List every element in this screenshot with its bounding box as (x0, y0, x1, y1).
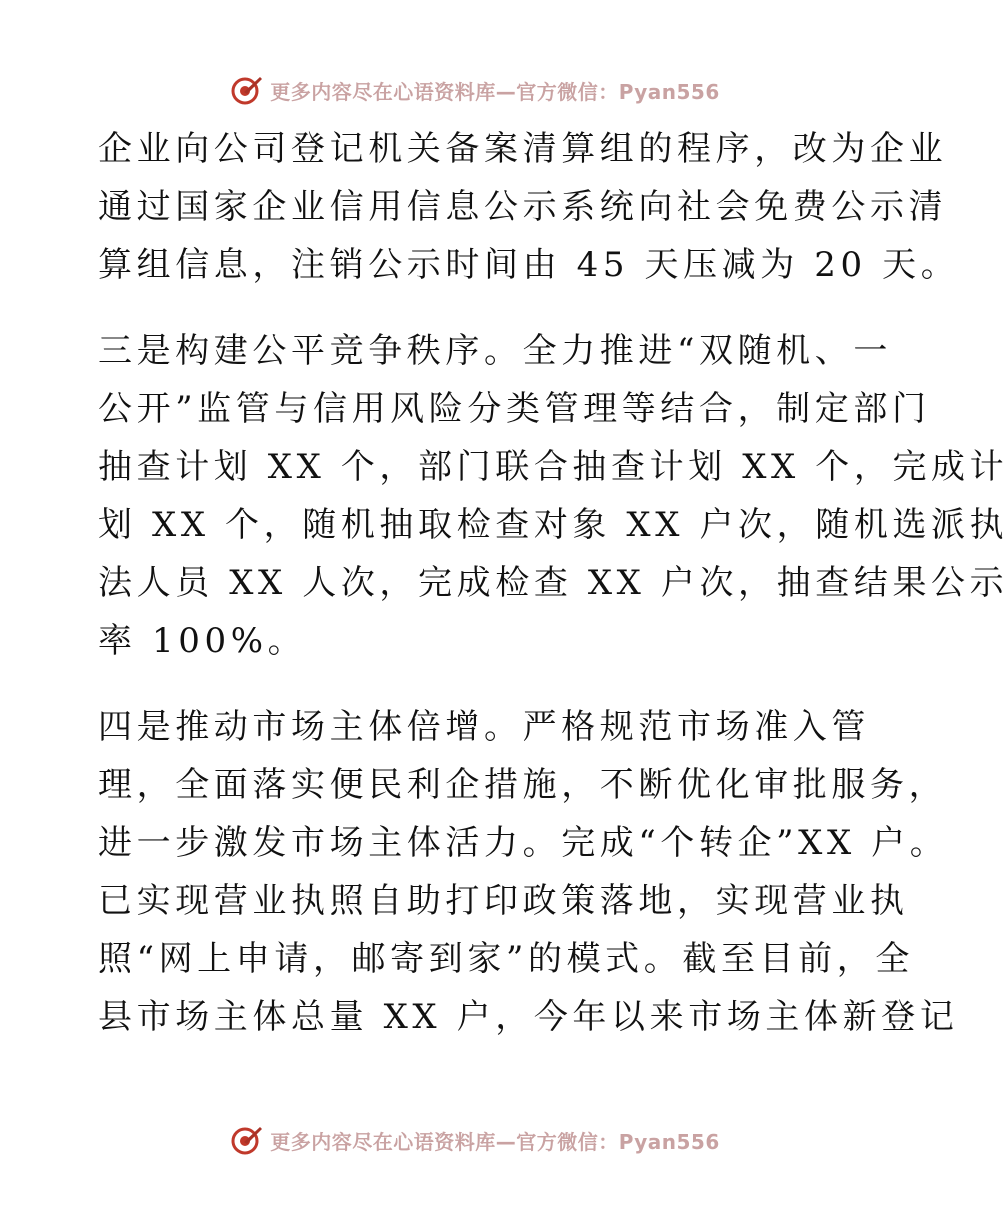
red-quill-circle-logo-icon (230, 73, 264, 107)
paragraph-3 (98, 703, 959, 1041)
footer-watermark (0, 1120, 950, 1160)
watermark-text: 更多内容尽在心语资料库—官方微信：Pyan556 (270, 1129, 720, 1154)
paragraph-1 (98, 125, 960, 289)
text-line: 理，全面落实便民利企措施，不断优化审批服务， (98, 765, 948, 805)
text-line: 企业向公司登记机关备案清算组的程序，改为企业 (98, 129, 948, 169)
text-line: 四是推动市场主体倍增。严格规范市场准入管 (98, 707, 870, 747)
document-body (98, 125, 1008, 1051)
paragraph-2 (98, 327, 1008, 665)
text-line: 三是构建公平竞争秩序。全力推进“双随机、一 (98, 331, 892, 371)
text-line: 通过国家企业信用信息公示系统向社会免费公示清 (98, 187, 948, 227)
text-line: 已实现营业执照自助打印政策落地，实现营业执 (98, 881, 909, 921)
red-quill-circle-logo-icon (230, 1123, 264, 1157)
text-line: 抽查计划 XX 个，部门联合抽查计划 XX 个，完成计 (98, 447, 1008, 487)
text-line: 率 100%。 (98, 621, 307, 661)
text-line: 法人员 XX 人次，完成检查 XX 户次，抽查结果公示 (98, 563, 1008, 603)
text-line: 进一步激发市场主体活力。完成“个转企”XX 户。 (98, 823, 949, 863)
text-line: 照“网上申请，邮寄到家”的模式。截至目前，全 (98, 939, 914, 979)
watermark-text: 更多内容尽在心语资料库—官方微信：Pyan556 (270, 79, 720, 104)
text-line: 公开”监管与信用风险分类管理等结合，制定部门 (98, 389, 931, 429)
text-line: 县市场主体总量 XX 户，今年以来市场主体新登记 (98, 997, 959, 1037)
text-line: 划 XX 个，随机抽取检查对象 XX 户次，随机选派执 (98, 505, 1008, 545)
text-line: 算组信息，注销公示时间由 45 天压减为 20 天。 (98, 245, 960, 285)
header-watermark (0, 70, 950, 110)
